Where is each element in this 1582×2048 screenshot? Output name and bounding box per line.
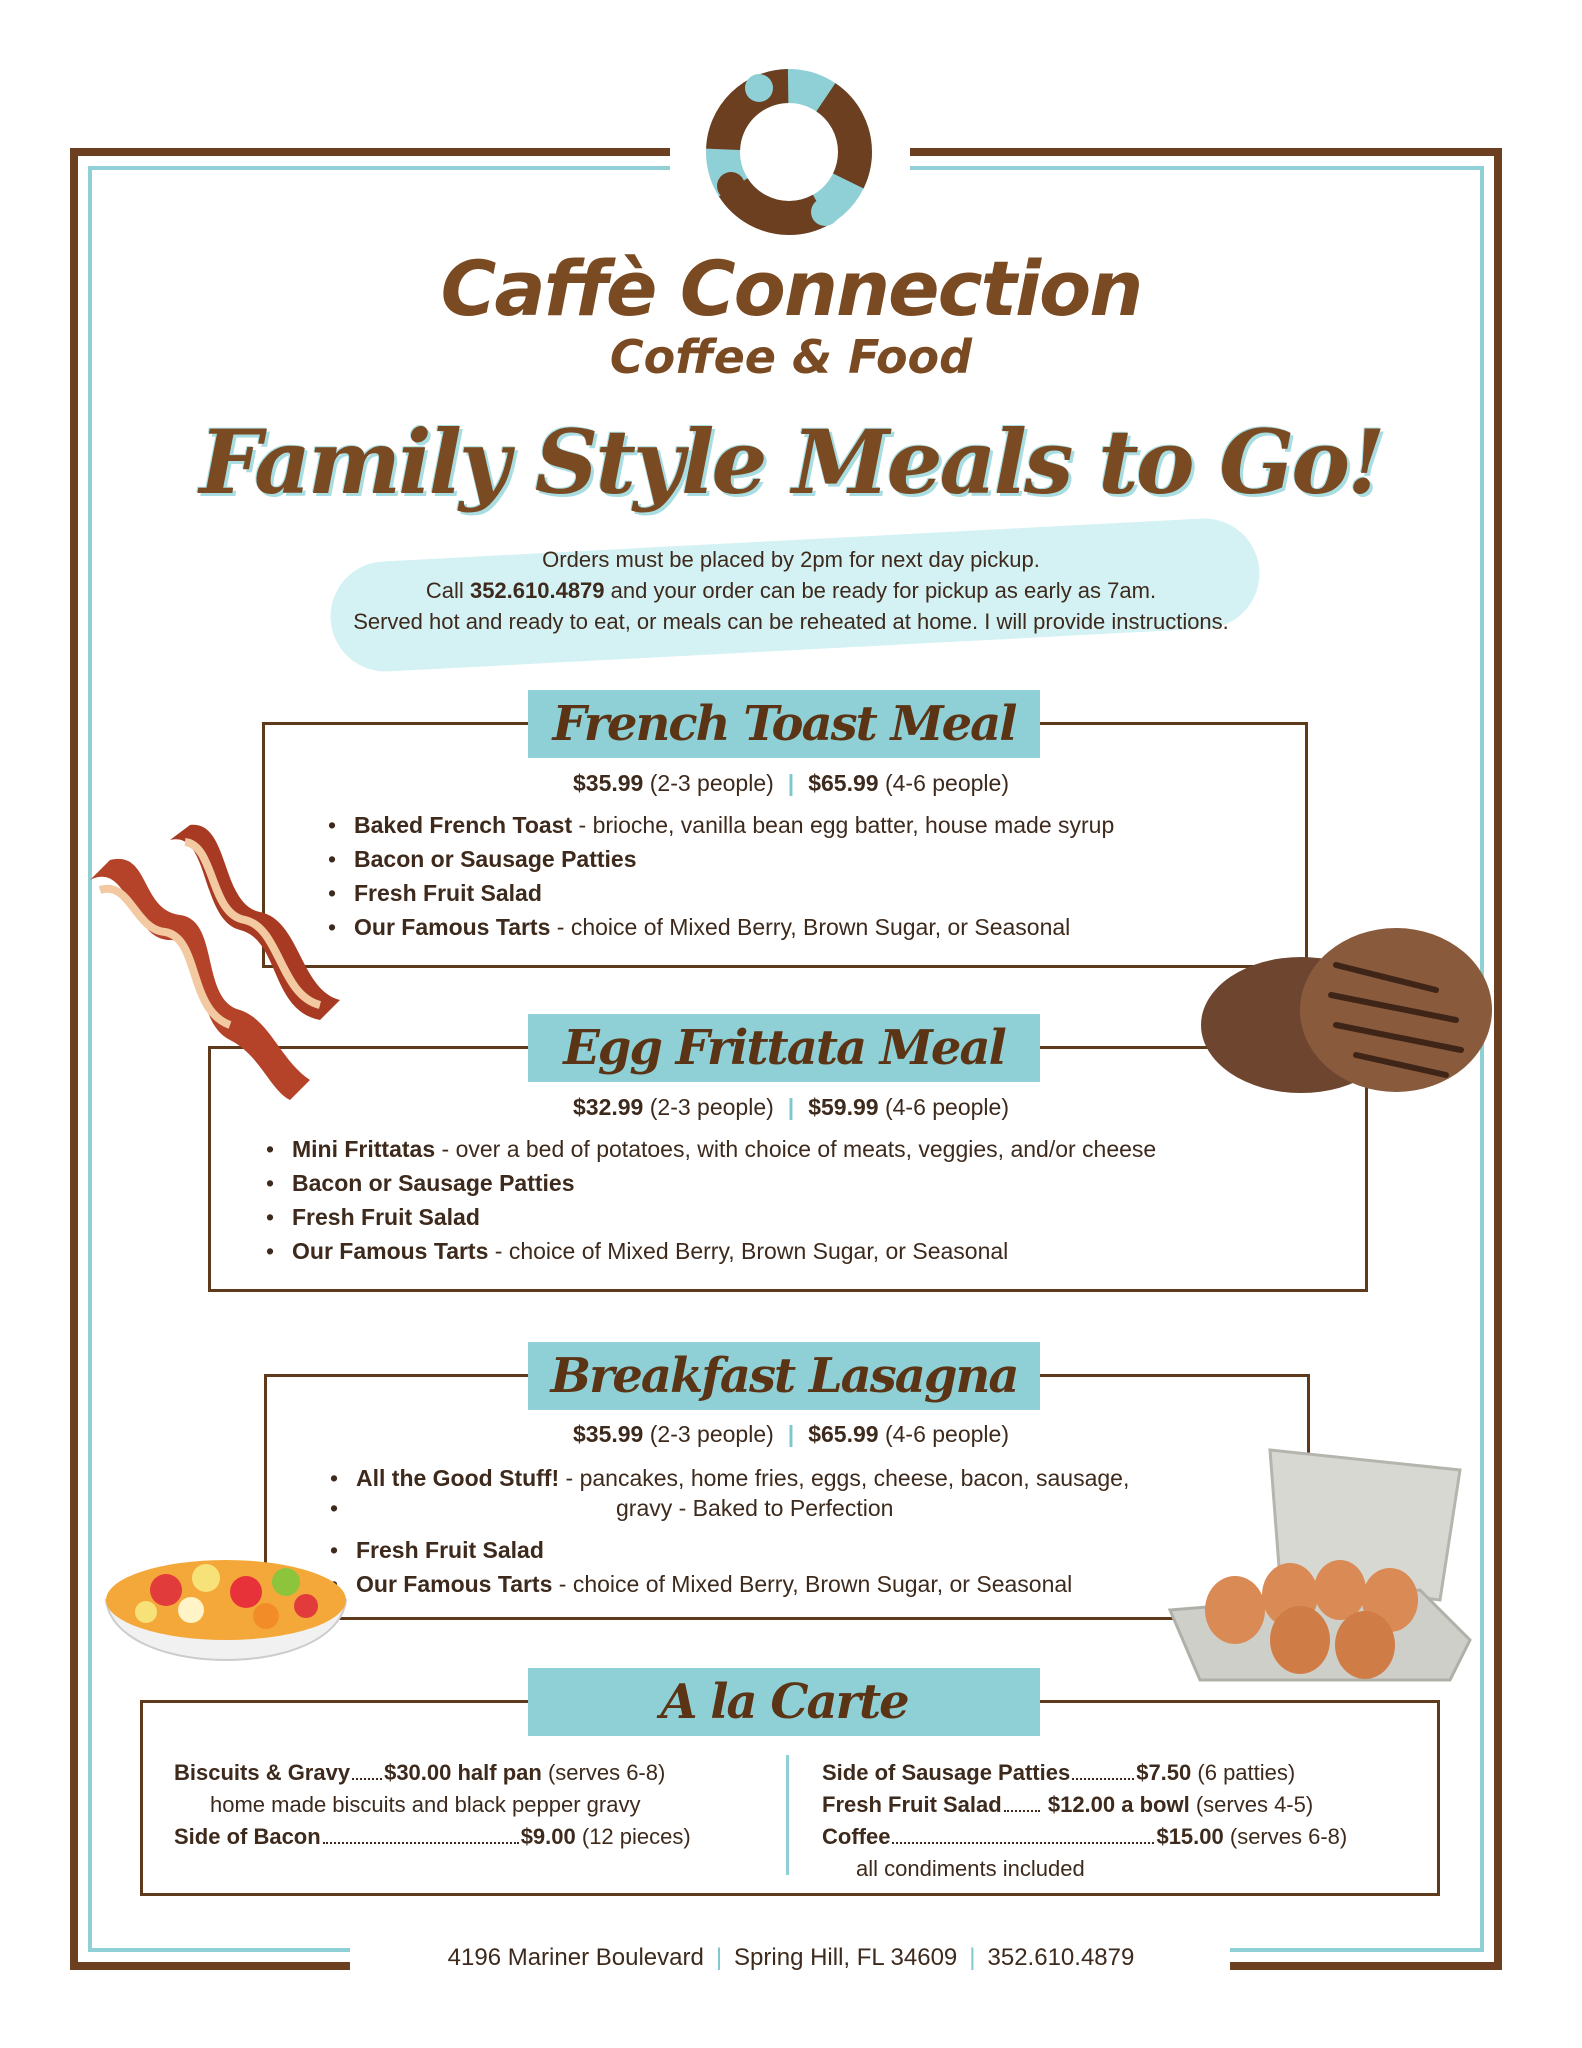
people-large: (4-6 people) [884,770,1009,796]
list-item: • Fresh Fruit Salad [328,876,1114,910]
footer-city: Spring Hill, FL 34609 [734,1944,958,1971]
alacarte-item: Side of Bacon $9.00 (12 pieces) [174,1824,691,1849]
people-large: (4-6 people) [884,1094,1009,1120]
list-item: • Fresh Fruit Salad [330,1533,1129,1567]
egg-frittata-items [266,1132,1156,1268]
alacarte-divider [786,1755,789,1875]
list-item: • Our Famous Tarts - choice of Mixed Berry, Brown Sugar, or Seasonal [266,1234,1156,1268]
list-item: • Mini Frittatas - over a bed of potatoes, with choice of meats, veggies, and/or cheese [266,1132,1156,1166]
list-item-continuation: • gravy - Baked to Perfection [330,1491,1129,1525]
price-large: $65.99 [808,770,879,796]
egg-frittata-title: Egg Frittata Meal [528,1014,1040,1082]
alacarte-item: Coffee $15.00 (serves 6-8) [822,1824,1348,1849]
bacon-image [70,820,360,1110]
egg-frittata-prices: $32.99 (2-3 people) | $59.99 (4-6 people) [573,1094,1009,1120]
breakfast-lasagna-title: Breakfast Lasagna [528,1342,1040,1410]
footer [0,1944,1582,1972]
intro-pickup-text: and your order can be ready for pickup as early as 7am. [610,578,1157,603]
french-toast-title: French Toast Meal [528,690,1040,758]
people-small: (2-3 people) [649,1094,774,1120]
brand-name: Caffè Connection [440,244,1142,333]
sausage-patties-image [1196,910,1496,1110]
footer-separator: | [969,1944,976,1971]
intro-call-label: Call [425,578,464,603]
list-item: • Our Famous Tarts - choice of Mixed Berry, Brown Sugar, or Seasonal [330,1567,1129,1601]
list-item: • Baked French Toast - brioche, vanilla bean egg batter, house made syrup [328,808,1114,842]
egg-carton-image [1160,1440,1480,1690]
price-large: $59.99 [808,1094,879,1120]
french-toast-items [328,808,1114,944]
footer-address: 4196 Mariner Boulevard [447,1944,704,1971]
price-small: $35.99 [573,1421,644,1447]
footer-phone[interactable]: 352.610.4879 [987,1944,1135,1971]
alacarte-desc: all condiments included [856,1856,1085,1881]
list-item: • Bacon or Sausage Patties [266,1166,1156,1200]
list-item: • Bacon or Sausage Patties [328,842,1114,876]
price-small: $35.99 [573,770,644,796]
price-large: $65.99 [808,1421,879,1447]
intro-phone[interactable]: 352.610.4879 [469,578,605,603]
people-small: (2-3 people) [649,770,774,796]
people-large: (4-6 people) [884,1421,1009,1447]
fruit-salad-image [96,1530,356,1710]
price-small: $32.99 [573,1094,644,1120]
french-toast-prices: $35.99 (2-3 people) | $65.99 (4-6 people) [573,770,1009,796]
alacarte-item: Fresh Fruit Salad $12.00 a bowl (serves 4-5) [822,1792,1314,1817]
alacarte-item: Side of Sausage Patties $7.50 (6 patties) [822,1760,1296,1785]
footer-separator: | [715,1944,723,1971]
breakfast-lasagna-prices: $35.99 (2-3 people) | $65.99 (4-6 people) [573,1421,1009,1447]
list-item: • All the Good Stuff! - pancakes, home fries, eggs, cheese, bacon, sausage, [330,1461,1129,1495]
logo-icon [697,60,881,244]
alacarte-item: Biscuits & Gravy $30.00 half pan (serves 6-8) [174,1760,666,1785]
intro-line-3: Served hot and ready to eat, or meals can be reheated at home. I will provide instructions. [353,609,1229,634]
breakfast-lasagna-items [330,1461,1129,1601]
alacarte-title: A la Carte [528,1668,1040,1736]
list-item: • Fresh Fruit Salad [266,1200,1156,1234]
people-small: (2-3 people) [649,1421,774,1447]
page-title: Family Style Meals to Go! [199,410,1383,514]
alacarte-desc: home made biscuits and black pepper gravy [210,1792,641,1817]
brand-subtitle: Coffee & Food [609,330,973,384]
intro-line-2 [0,575,1582,606]
list-item: • Our Famous Tarts - choice of Mixed Berry, Brown Sugar, or Seasonal [328,910,1114,944]
intro-line-1: Orders must be placed by 2pm for next day pickup. [542,547,1040,572]
